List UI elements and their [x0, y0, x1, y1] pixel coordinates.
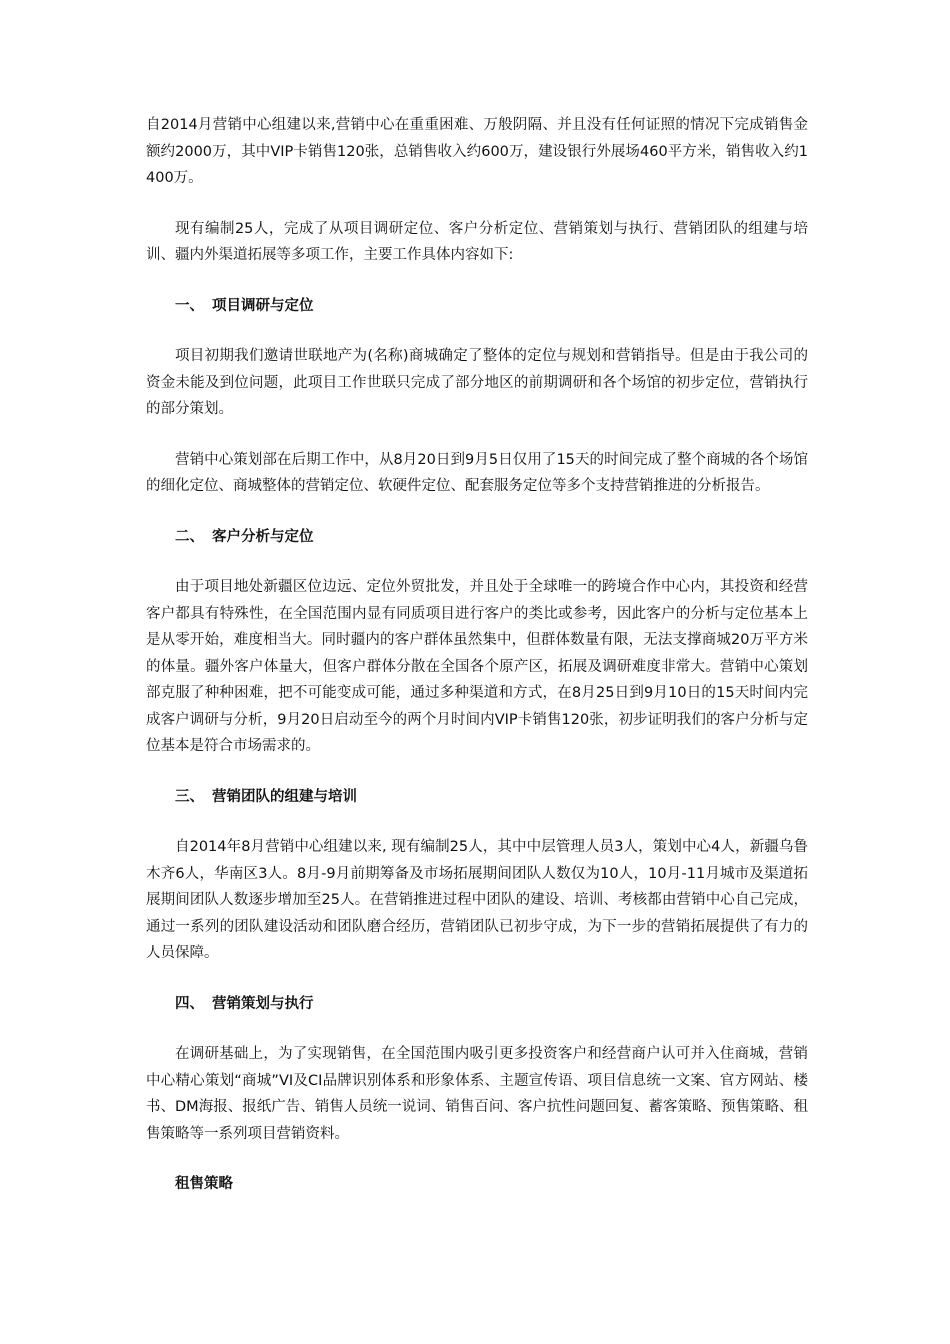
section-1-paragraph-1: 项目初期我们邀请世联地产为(名称)商城确定了整体的定位与规划和营销指导。但是由于我公司的资金未能及到位问题，此项目工作世联只完成了部分地区的前期调研和各个场馆的初步定位，营销执行的部分策划。	[146, 348, 808, 417]
document-body	[146, 112, 808, 1198]
section-1-paragraph-2: 营销中心策划部在后期工作中，从8月20日到9月5日仅用了15天的时间完成了整个商城的各个场馆的细化定位、商城整体的营销定位、软硬件定位、配套服务定位等多个支持营销推进的分析报告。	[146, 451, 808, 494]
section-2-paragraph-1: 由于项目地处新疆区位边远、定位外贸批发，并且处于全球唯一的跨境合作中心内，其投资和经营客户都具有特殊性，在全国范围内显有同质项目进行客户的类比或参考，因此客户的分析与定位基本上是从零开始，难度相当大。同时疆内的客户群体虽然集中，但群体数量有限，无法支撑商城20万平方米的体量。疆外客户体量大，但客户群体分散在全国各个原产区，拓展及调研难度非常大。营销中心策划部克服了种种困难，把不可能变成可能，通过多种渠道和方式，在8月25日到9月10日的15天时间内完成客户调研与分析，9月20日启动至今的两个月时间内VIP卡销售120张，初步证明我们的客户分析与定位基本是符合市场需求的。	[146, 579, 808, 754]
intro-paragraph: 自2014月营销中心组建以来,营销中心在重重困难、万般阴隔、并且没有任何证照的情况下完成销售金额约2000万，其中VIP卡销售120张，总销售收入约600万，建设银行外展场460平方米，销售收入约1400万。	[146, 117, 808, 186]
section-heading-1	[146, 293, 808, 320]
section-title: 项目调研与定位	[212, 297, 314, 314]
section-number: 四、	[175, 995, 204, 1012]
section-heading-2	[146, 524, 808, 551]
section-4-paragraph-1: 在调研基础上，为了实现销售，在全国范围内吸引更多投资客户和经营商户认可并入住商城，营销中心精心策划“商城”VI及CI品牌识别体系和形象体系、主题宣传语、项目信息统一文案、官方网站、楼书、DM海报、报纸广告、销售人员统一说词、销售百问、客户抗性问题回复、蓄客策略、预售策略、租售策略等一系列项目营销资料。	[146, 1046, 808, 1142]
staff-paragraph: 现有编制25人，完成了从项目调研定位、客户分析定位、营销策划与执行、营销团队的组建与培训、疆内外渠道拓展等多项工作，主要工作具体内容如下:	[146, 220, 808, 263]
section-title: 营销策划与执行	[212, 995, 314, 1012]
subheading-leasing-strategy: 租售策略	[175, 1176, 233, 1192]
section-number: 一、	[175, 297, 204, 314]
section-number: 二、	[175, 528, 204, 545]
section-3-paragraph-1: 自2014年8月营销中心组建以来, 现有编制25人，其中中层管理人员3人，策划中心4人，新疆乌鲁木齐6人，华南区3人。8月-9月前期筹备及市场拓展期间团队人数仅为10人，10月-11月城市及渠道拓展期间团队人数逐步增加至25人。在营销推进过程中团队的建设、培训、考核都由营销中心自己完成，通过一系列的团队建设活动和团队磨合经历，营销团队已初步守成，为下一步的营销拓展提供了有力的人员保障。	[146, 839, 808, 961]
section-title: 客户分析与定位	[212, 528, 314, 545]
section-title: 营销团队的组建与培训	[212, 788, 357, 805]
section-number: 三、	[175, 788, 204, 805]
section-heading-4	[146, 991, 808, 1018]
section-heading-3	[146, 784, 808, 811]
